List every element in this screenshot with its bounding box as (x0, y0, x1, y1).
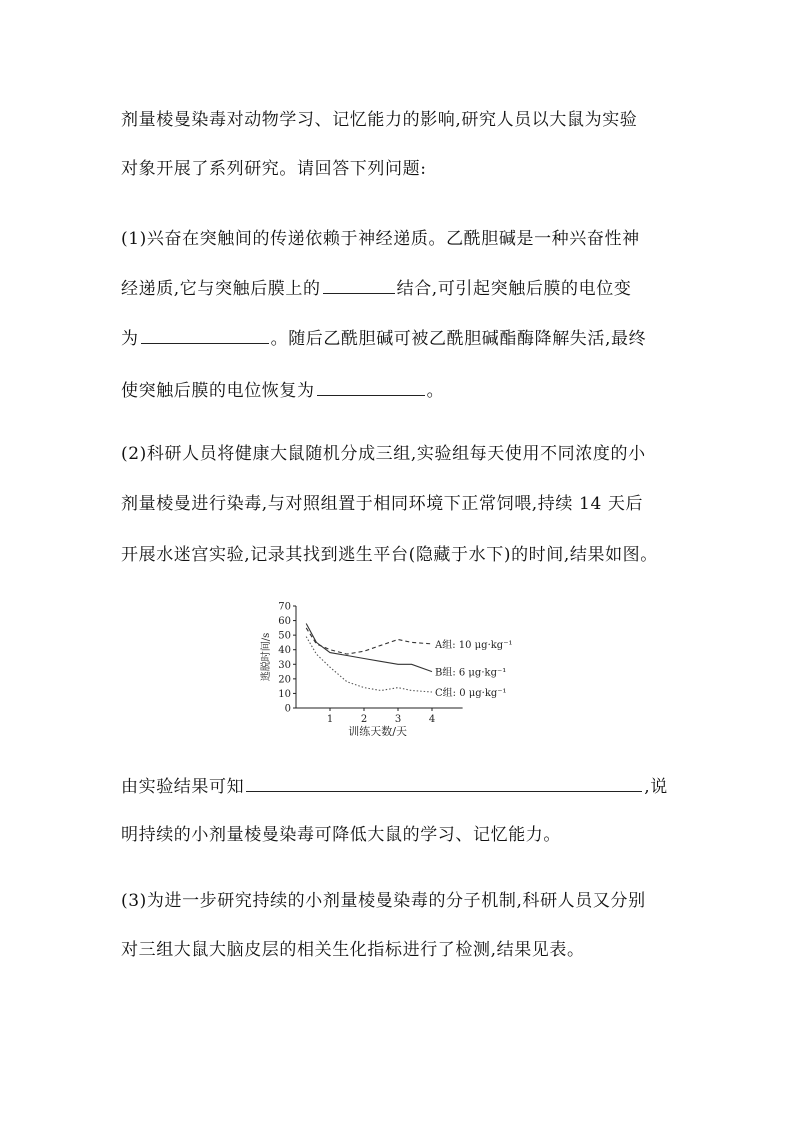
legend-label-3: C组: 0 μg·kg⁻¹ (435, 687, 507, 699)
legend-label-2: B组: 6 μg·kg⁻¹ (435, 667, 507, 679)
x-axis-label: 训练天数/天 (348, 725, 407, 736)
answer-blank-3[interactable] (317, 377, 425, 396)
q1-line-2-text-b: 结合,可引起突触后膜的电位变 (396, 279, 632, 299)
q3-line-2: 对三组大鼠大脑皮层的相关生化指标进行了检测,结果见表。 (121, 940, 585, 960)
q2-line-2-text-b: 天后 (607, 494, 644, 514)
q2-line-4-text-b: ,说 (644, 777, 668, 797)
x-tick-label: 3 (394, 714, 402, 725)
series-line-1 (306, 628, 432, 654)
q2-line-4-text-a: 由实验结果可知 (121, 777, 245, 797)
q2-line-2 (121, 492, 643, 516)
y-tick-label: 40 (278, 645, 291, 657)
q2-line-3: 开展水迷宫实验,记录其找到逃生平台(隐藏于水下)的时间,结果如图。 (121, 545, 658, 565)
x-tick-label: 4 (428, 714, 436, 725)
intro-line-1: 剂量棱曼染毒对动物学习、记忆能力的影响,研究人员以大鼠为实验 (121, 110, 638, 130)
q1-line-3-text-b: 。随后乙酰胆碱可被乙酰胆碱酯酶降解失活,最终 (270, 329, 647, 349)
intro-line-2: 对象开展了系列研究。请回答下列问题: (121, 159, 427, 179)
answer-blank-4[interactable] (246, 773, 642, 792)
q3-line-1: (3)为进一步研究持续的小剂量棱曼染毒的分子机制,科研人员又分别 (121, 891, 646, 911)
q2-line-2-text-a: 剂量棱曼进行染毒,与对照组置于相同环境下正常饲喂,持续 (121, 494, 574, 514)
q1-line-4-text-b: 。 (426, 381, 445, 401)
escape-time-chart (258, 596, 538, 736)
q1-line-2 (121, 275, 631, 301)
x-tick-label: 2 (360, 714, 368, 725)
q1-line-3 (121, 325, 646, 351)
q2-line-1: (2)科研人员将健康大鼠随机分成三组,实验组每天使用不同浓度的小 (121, 444, 646, 464)
q1-line-2-text-a: 经递质,它与突触后膜上的 (121, 279, 321, 299)
y-tick-label: 70 (278, 601, 291, 613)
y-axis-label: 逃脱时间/s (261, 632, 272, 682)
answer-blank-1[interactable] (323, 275, 395, 294)
y-tick-label: 0 (284, 703, 291, 715)
q2-line-5: 明持续的小剂量棱曼染毒可降低大鼠的学习、记忆能力。 (121, 825, 561, 845)
y-tick-label: 30 (278, 659, 291, 671)
y-tick-label: 20 (278, 674, 291, 686)
q2-days-number: 14 (579, 494, 602, 514)
q1-line-4-text-a: 使突触后膜的电位恢复为 (121, 381, 315, 401)
q2-line-4 (121, 773, 668, 799)
x-tick-label: 1 (326, 714, 334, 725)
y-tick-label: 50 (278, 630, 291, 642)
y-tick-label: 10 (278, 688, 291, 700)
legend-label-1: A组: 10 μg·kg⁻¹ (435, 639, 513, 651)
q1-line-1: (1)兴奋在突触间的传递依赖于神经递质。乙酰胆碱是一种兴奋性神 (121, 229, 640, 249)
answer-blank-2[interactable] (141, 325, 269, 344)
y-tick-label: 60 (278, 616, 291, 628)
q1-line-4 (121, 377, 444, 403)
q1-line-3-text-a: 为 (121, 329, 139, 349)
